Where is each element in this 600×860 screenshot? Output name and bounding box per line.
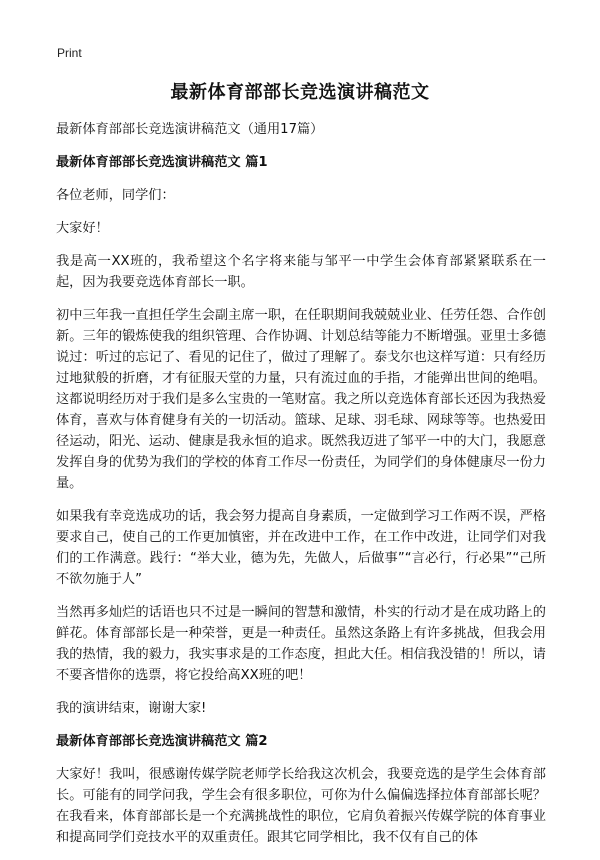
paragraph: 我是高一XX班的，我希望这个名字将来能与邹平一中学生会体育部紧紧联系在一起，因为我要竞选体育部长一职。 <box>56 254 546 290</box>
print-link[interactable]: Print <box>57 46 82 60</box>
paragraph: 如果我有幸竞选成功的话，我会努力提高自身素质，一定做到学习工作两不误，严格要求自己，使自己的工作更加慎密，并在改进中工作，在工作中改进，让同学们对我们的工作满意。践行：“举大业，德为先，先做人，后做事”“言必行，行必果”“己所不欲勿施于人” <box>56 509 546 587</box>
paragraph: 我的演讲结束，谢谢大家! <box>56 701 207 716</box>
paragraph: 当然再多灿烂的话语也只不过是一瞬间的智慧和激情，朴实的行动才是在成功路上的鲜花。体育部部长是一种荣誉，更是一种责任。虽然这条路上有许多挑战，但我会用我的热情，我的毅力，我实事求是的工作态度，担此大任。相信我没错的！所以，请不要吝惜你的选票，将它投给高XX班的吧！ <box>56 605 546 683</box>
paragraph: 大家好！ <box>56 221 109 236</box>
paragraph: 初中三年我一直担任学生会副主席一职，在任职期间我兢兢业业、任劳任怨、合作创新。三年的锻炼使我的组织管理、合作协调、计划总结等能力不断增强。亚里士多德说过：听过的忘记了、看见的记住了，做过了理解了。泰戈尔也这样写道：只有经历过地狱般的折磨，才有征服天堂的力量，只有流过血的手指，才能弹出世间的绝唱。这都说明经历对于我们是多么宝贵的一笔财富。我之所以竞选体育部长还因为我热爱体育，喜欢与体育健身有关的一切活动。篮球、足球、羽毛球、网球等等。也热爱田径运动，阳光、运动、健康是我永恒的追求。既然我迈进了邹平一中的大门，我愿意发挥自身的优势为我们的学校的体育工作尽一份责任，为同学们的身体健康尽一份力量。 <box>56 308 546 491</box>
section-heading-2: 最新体育部部长竞选演讲稿范文 篇2 <box>56 734 268 749</box>
article-subtitle: 最新体育部部长竞选演讲稿范文（通用17篇） <box>56 122 324 137</box>
paragraph: 大家好！我叫，很感谢传媒学院老师学长给我这次机会，我要竞选的是学生会体育部长。可能有的同学问我，学生会有很多职位，可你为什么偏偏选择拉体育部部长呢？在我看来，体育部部长是一个充满挑战性的职位，它肩负着振兴传媒学院的体育事业和提高同学们竞技水平的双重责任。跟其它同学相比，我不仅有自己的体 <box>56 767 546 845</box>
paragraph: 各位老师，同学们： <box>56 188 175 203</box>
article-content <box>56 119 546 860</box>
page-title: 最新体育部部长竞选演讲稿范文 <box>170 82 430 103</box>
section-heading-1: 最新体育部部长竞选演讲稿范文 篇1 <box>56 155 268 170</box>
